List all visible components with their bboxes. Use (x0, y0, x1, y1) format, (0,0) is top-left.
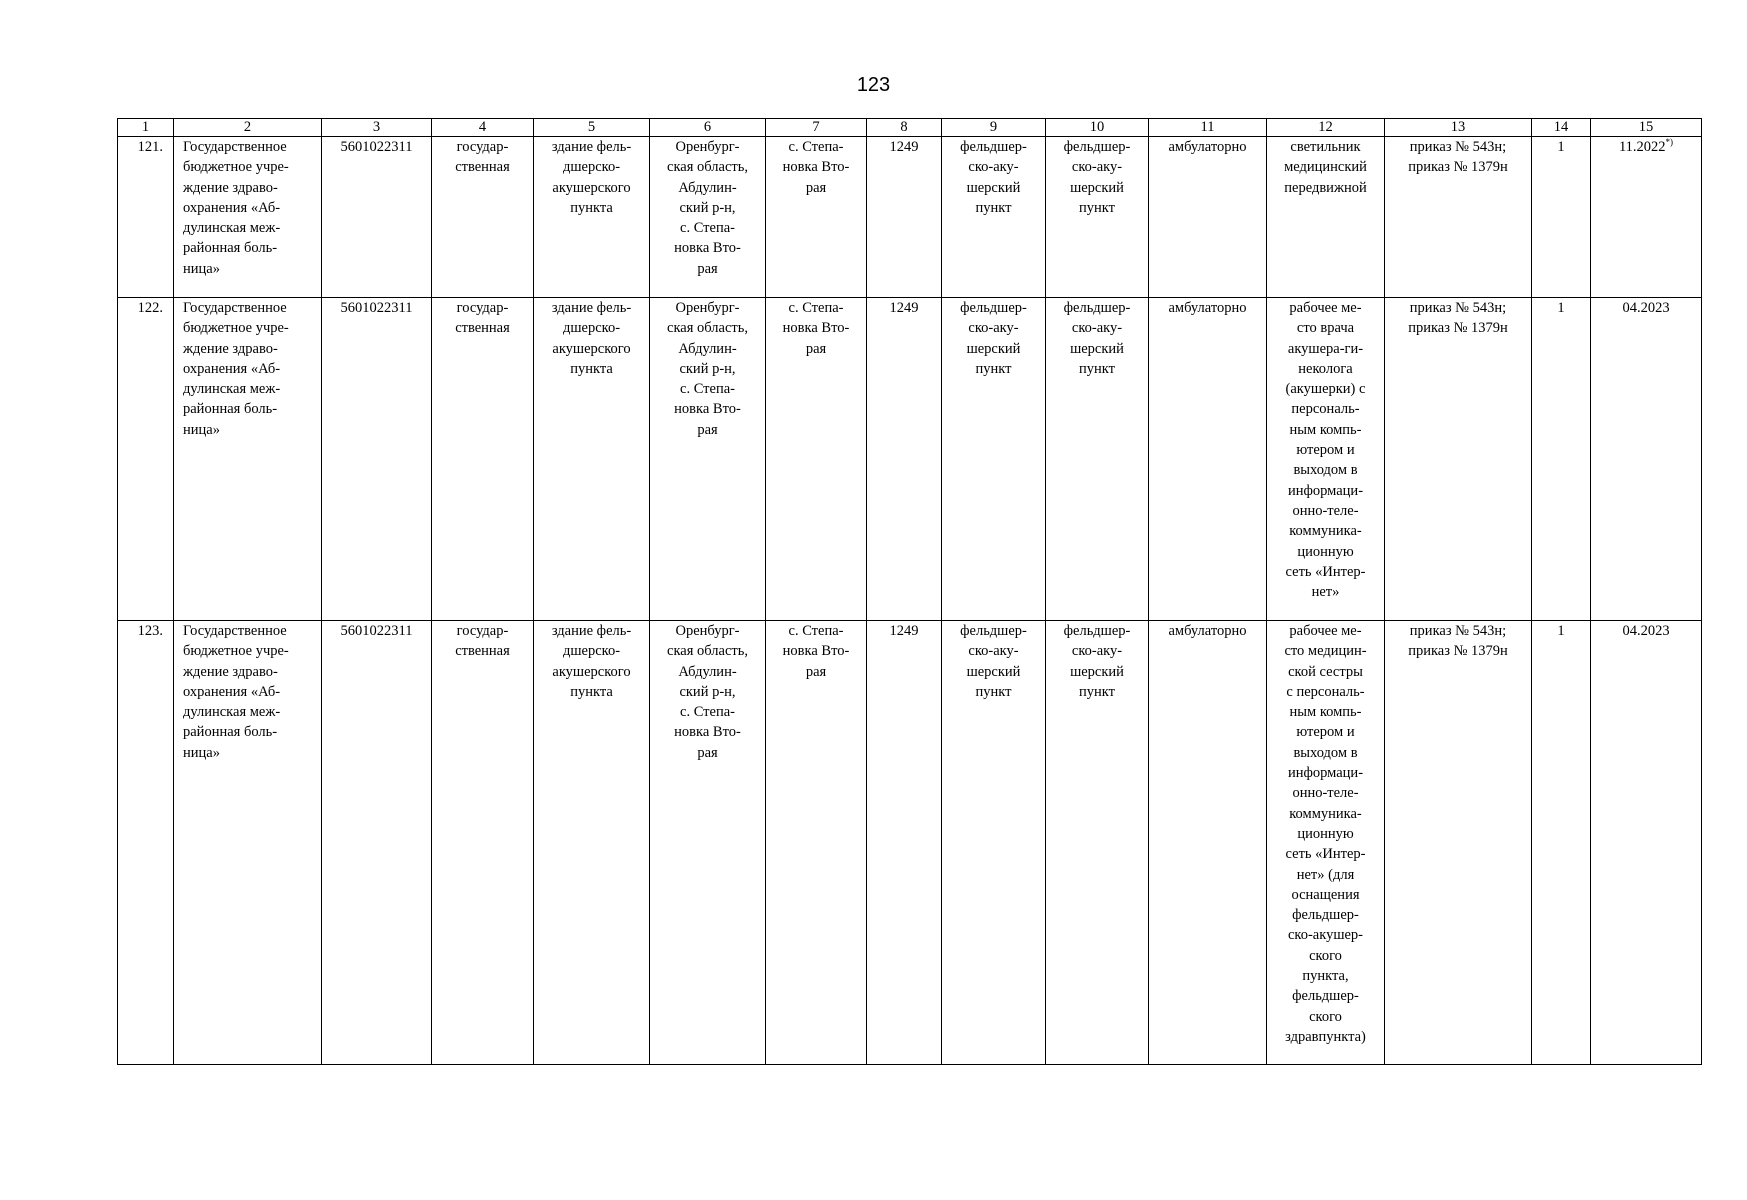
quantity-cell: 1 (1532, 298, 1591, 621)
quantity-cell: 1 (1532, 137, 1591, 298)
locality-cell: с. Степа- новка Вто- рая (766, 621, 867, 1065)
facility-type-cell: фельдшер- ско-аку- шерский пункт (942, 137, 1046, 298)
row-number: 123. (118, 621, 174, 1065)
ownership-cell: государ- ственная (432, 298, 534, 621)
facility-type-cell: фельдшер- ско-аку- шерский пункт (942, 621, 1046, 1065)
table-row (118, 298, 1702, 621)
building-cell: здание фель- дшерско- акушерского пункта (534, 621, 650, 1065)
locality-cell: с. Степа- новка Вто- рая (766, 298, 867, 621)
column-header: 5 (534, 119, 650, 137)
care-mode-cell: амбулаторно (1149, 137, 1267, 298)
orders-cell: приказ № 543н; приказ № 1379н (1385, 137, 1532, 298)
inn-cell: 5601022311 (322, 298, 432, 621)
code-cell: 1249 (867, 298, 942, 621)
facility-type-cell: фельдшер- ско-аку- шерский пункт (942, 298, 1046, 621)
organization-cell: Государственное бюджетное учре- ждение здраво- охранения «Аб- дулинская меж- районная боль- ница» (174, 137, 322, 298)
column-header: 6 (650, 119, 766, 137)
quantity-cell: 1 (1532, 621, 1591, 1065)
equipment-cell: рабочее ме- сто врача акушера-ги- неколога (акушерки) с персональ- ным компь- ютером и выходом в информаци- онно-теле- коммуника- ционную сеть «Интер- нет» (1267, 298, 1385, 621)
care-mode-cell: амбулаторно (1149, 621, 1267, 1065)
column-header: 7 (766, 119, 867, 137)
organization-cell: Государственное бюджетное учре- ждение здраво- охранения «Аб- дулинская меж- районная боль- ница» (174, 621, 322, 1065)
column-header: 2 (174, 119, 322, 137)
column-header: 10 (1046, 119, 1149, 137)
column-header: 11 (1149, 119, 1267, 137)
footnote-mark: *) (1665, 137, 1674, 147)
address-cell: Оренбург- ская область, Абдулин- ский р-н, с. Степа- новка Вто- рая (650, 621, 766, 1065)
column-header: 3 (322, 119, 432, 137)
equipment-cell: рабочее ме- сто медицин- ской сестры с персональ- ным компь- ютером и выходом в информаци- онно-теле- коммуника- ционную сеть «Интер- нет» (для оснащения фельдшер- ско-акушер- ского пункта, фельдшер- ского здравпункта) (1267, 621, 1385, 1065)
page-number: 123 (856, 74, 891, 96)
organization-cell: Государственное бюджетное учре- ждение здраво- охранения «Аб- дулинская меж- районная боль- ница» (174, 298, 322, 621)
column-header: 1 (118, 119, 174, 137)
date-value: 11.2022 (1618, 139, 1666, 155)
date-cell (1591, 137, 1702, 298)
inn-cell: 5601022311 (322, 621, 432, 1065)
facility-subtype-cell: фельдшер- ско-аку- шерский пункт (1046, 298, 1149, 621)
ownership-cell: государ- ственная (432, 621, 534, 1065)
facility-subtype-cell: фельдшер- ско-аку- шерский пункт (1046, 621, 1149, 1065)
ownership-cell: государ- ственная (432, 137, 534, 298)
column-header: 8 (867, 119, 942, 137)
orders-cell: приказ № 543н; приказ № 1379н (1385, 621, 1532, 1065)
code-cell: 1249 (867, 137, 942, 298)
locality-cell: с. Степа- новка Вто- рая (766, 137, 867, 298)
orders-cell: приказ № 543н; приказ № 1379н (1385, 298, 1532, 621)
address-cell: Оренбург- ская область, Абдулин- ский р-н, с. Степа- новка Вто- рая (650, 298, 766, 621)
column-number-row (118, 119, 1702, 137)
equipment-cell: светильник медицинский передвижной (1267, 137, 1385, 298)
column-header: 14 (1532, 119, 1591, 137)
date-cell: 04.2023 (1591, 298, 1702, 621)
date-cell: 04.2023 (1591, 621, 1702, 1065)
building-cell: здание фель- дшерско- акушерского пункта (534, 137, 650, 298)
table-row (118, 621, 1702, 1065)
column-header: 9 (942, 119, 1046, 137)
facility-subtype-cell: фельдшер- ско-аку- шерский пункт (1046, 137, 1149, 298)
column-header: 15 (1591, 119, 1702, 137)
column-header: 4 (432, 119, 534, 137)
data-table (117, 118, 1702, 1065)
address-cell: Оренбург- ская область, Абдулин- ский р-н, с. Степа- новка Вто- рая (650, 137, 766, 298)
inn-cell: 5601022311 (322, 137, 432, 298)
column-header: 12 (1267, 119, 1385, 137)
table-row (118, 137, 1702, 298)
row-number: 122. (118, 298, 174, 621)
building-cell: здание фель- дшерско- акушерского пункта (534, 298, 650, 621)
column-header: 13 (1385, 119, 1532, 137)
care-mode-cell: амбулаторно (1149, 298, 1267, 621)
row-number: 121. (118, 137, 174, 298)
code-cell: 1249 (867, 621, 942, 1065)
